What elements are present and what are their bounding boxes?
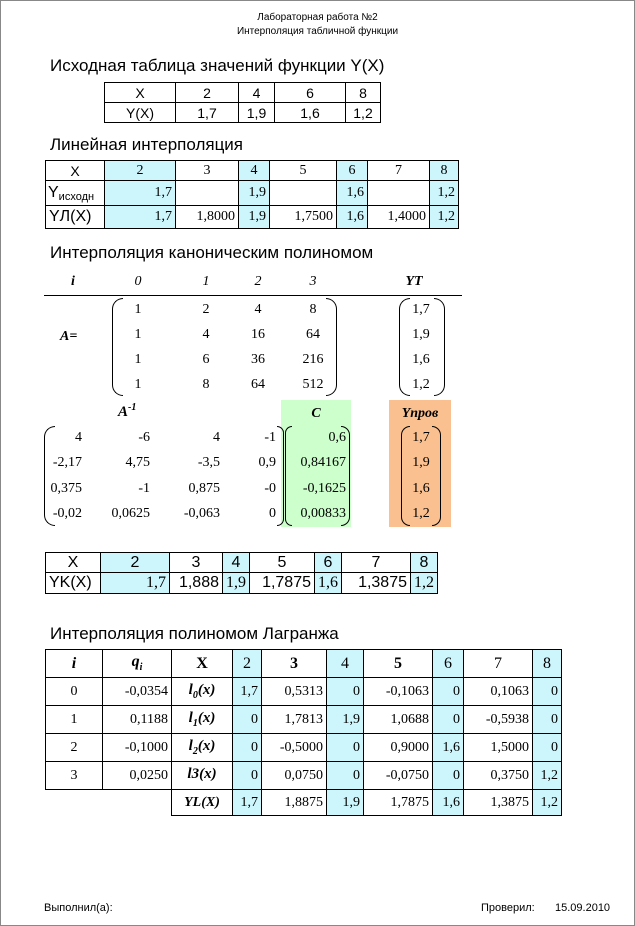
table-cell <box>103 790 172 816</box>
table-cell: -0,5000 <box>262 734 327 762</box>
table-cell: 1,7875 <box>364 790 433 816</box>
table-cell: i <box>46 650 103 678</box>
table-cell: 0,0250 <box>103 762 172 790</box>
matrix-cell: 4,75 <box>125 455 150 470</box>
table-cell: 1,8000 <box>176 206 239 229</box>
table-cell: 0,5313 <box>262 678 327 706</box>
table-cell: -0,1063 <box>364 678 433 706</box>
table-cell: 2 <box>176 83 239 103</box>
matrix-cell: 0,875 <box>188 481 220 496</box>
matrix-cell: 0,0625 <box>111 506 150 521</box>
table-cell: 3 <box>262 650 327 678</box>
table-cell: YL(X) <box>172 790 233 816</box>
matrix-cell: -0 <box>264 481 276 496</box>
canon-title: Интерполяция каноническим полиномом <box>50 243 374 262</box>
matrix-cell: 64 <box>306 327 320 342</box>
matrix-cell: 8 <box>309 302 317 317</box>
table-cell: 1,7875 <box>250 573 315 594</box>
yprov-label: Yпров <box>401 406 439 421</box>
table-cell: 4 <box>239 83 275 103</box>
table-cell: 7 <box>464 650 533 678</box>
table-cell: 1,0688 <box>364 706 433 734</box>
vector-cell: 0,6 <box>328 430 346 445</box>
table-cell: 1,8875 <box>262 790 327 816</box>
table-cell: 0 <box>433 762 464 790</box>
table-cell: 2 <box>46 734 103 762</box>
yt-label: YT <box>405 274 423 289</box>
matrix-cell: 0 <box>269 506 276 521</box>
table-cell: 2 <box>105 161 176 181</box>
footer-done: Выполнил(а): <box>44 902 113 914</box>
table-cell: 0 <box>327 678 364 706</box>
table-cell: 1,2 <box>430 206 459 229</box>
table-row <box>46 762 562 790</box>
table-cell: 0 <box>533 706 562 734</box>
matrix-cell: -0,02 <box>52 506 82 521</box>
ainv-paren-right <box>277 426 284 526</box>
table-row <box>46 706 562 734</box>
table-cell: 1,5000 <box>464 734 533 762</box>
matrix-cell: 2 <box>202 302 210 317</box>
table-cell: 1,7 <box>233 790 262 816</box>
table-cell: 1,9 <box>327 706 364 734</box>
table-cell <box>368 181 430 206</box>
table-cell: 1,2 <box>533 762 562 790</box>
table-cell: 1,7813 <box>262 706 327 734</box>
matrix-cell: 4 <box>202 327 210 342</box>
vector-cell: 1,6 <box>412 481 430 496</box>
footer-date: 15.09.2010 <box>555 902 611 914</box>
table-cell: 0,1188 <box>103 706 172 734</box>
table-row <box>46 161 459 181</box>
table-cell: $Y_{исходн}$ <box>46 181 105 206</box>
table-cell: 0 <box>433 678 464 706</box>
matrix-cell: 1 <box>134 352 142 367</box>
lagrange-title: Интерполяция полиномом Лагранжа <box>50 624 339 643</box>
header-rule <box>44 295 462 296</box>
matrix-cell: 8 <box>202 377 210 392</box>
table-cell: 1,7 <box>233 678 262 706</box>
matrix-cell: 6 <box>202 352 210 367</box>
table-cell: Y(X) <box>105 103 176 123</box>
table-cell: YK(X) <box>46 573 101 594</box>
vector-cell: 1,9 <box>412 455 430 470</box>
table-row <box>46 573 438 594</box>
table-cell: 7 <box>368 161 430 181</box>
table-cell: 0,0750 <box>262 762 327 790</box>
matrix-cell: -0,063 <box>183 506 220 521</box>
canon-table <box>45 552 438 594</box>
table-cell: 0 <box>46 678 103 706</box>
table-cell: X <box>105 83 176 103</box>
table-cell: 0 <box>233 706 262 734</box>
table-cell: 1,9 <box>239 103 275 123</box>
table-cell: 1,9 <box>239 181 270 206</box>
table-cell: 1,3875 <box>342 573 411 594</box>
table-cell: YЛ(X) <box>46 206 105 229</box>
source-title: Исходная таблица значений функции Y(X) <box>50 56 385 75</box>
table-cell: 1,7 <box>101 573 170 594</box>
table-cell: X <box>46 553 101 573</box>
table-cell <box>176 181 239 206</box>
table-cell: 5 <box>270 161 337 181</box>
table-cell: 3 <box>46 762 103 790</box>
matrix-cell: 4 <box>213 430 220 445</box>
header-line2: Интерполяция табличной функции <box>236 26 399 37</box>
table-cell: 8 <box>533 650 562 678</box>
matrix-cell: -2,17 <box>52 455 82 470</box>
table-cell: 1,6 <box>337 181 368 206</box>
table-cell: 8 <box>430 161 459 181</box>
table-cell: 6 <box>337 161 368 181</box>
table-cell: 5 <box>364 650 433 678</box>
i-col-3: 3 <box>309 274 317 289</box>
table-cell: $l_1(x)$ <box>172 706 233 734</box>
table-cell: 1,7500 <box>270 206 337 229</box>
c-label: C <box>311 406 321 421</box>
header-line1: Лабораторная работа №2 <box>257 12 378 23</box>
table-cell: -0,0750 <box>364 762 433 790</box>
table-cell: $q_i$ <box>103 650 172 678</box>
matrix-cell: -1 <box>138 481 150 496</box>
c-paren-left <box>285 426 292 526</box>
table-cell: 1,2 <box>346 103 381 123</box>
i-col-0: 0 <box>134 274 142 289</box>
table-cell: 1,6 <box>315 573 342 594</box>
table-cell: 0 <box>327 734 364 762</box>
table-cell: 1,9 <box>327 790 364 816</box>
table-cell: 0 <box>233 762 262 790</box>
table-cell: -0,0354 <box>103 678 172 706</box>
matrix-cell: 1 <box>134 377 142 392</box>
table-cell: 8 <box>346 83 381 103</box>
vector-cell: 1,6 <box>412 352 430 367</box>
table-cell: 4 <box>239 161 270 181</box>
lagrange-table <box>45 649 562 816</box>
table-cell: $l_0(x)$ <box>172 678 233 706</box>
footer-checked: Проверил: <box>481 902 535 914</box>
matrix-cell: -6 <box>138 430 150 445</box>
table-cell: 1,4000 <box>368 206 430 229</box>
table-row <box>46 206 459 229</box>
table-cell <box>46 790 103 816</box>
table-cell: 1,888 <box>170 573 223 594</box>
table-cell: 0 <box>533 678 562 706</box>
table-cell: 5 <box>250 553 315 573</box>
vector-cell: 1,7 <box>412 302 430 317</box>
linear-title: Линейная интерполяция <box>50 135 244 154</box>
table-cell: 6 <box>433 650 464 678</box>
matrix-cell: -1 <box>264 430 276 445</box>
table-cell: 8 <box>411 553 438 573</box>
vector-cell: 1,2 <box>412 506 430 521</box>
matrix-cell: 216 <box>302 352 324 367</box>
table-cell: 4 <box>327 650 364 678</box>
linear-table <box>45 160 459 229</box>
table-cell: 1,2 <box>430 181 459 206</box>
table-row <box>46 181 459 206</box>
matrix-cell: 4 <box>75 430 82 445</box>
table-cell: 0,3750 <box>464 762 533 790</box>
vector-cell: 0,00833 <box>300 506 346 521</box>
vector-cell: 1,9 <box>412 327 430 342</box>
matrix-cell: 512 <box>302 377 324 392</box>
source-table <box>104 82 381 123</box>
table-cell: -0,1000 <box>103 734 172 762</box>
table-cell: 1,6 <box>275 103 346 123</box>
table-row <box>46 553 438 573</box>
table-cell: 1,6 <box>337 206 368 229</box>
table-row <box>46 650 562 678</box>
matrix-cell: 0,9 <box>258 455 276 470</box>
table-row <box>105 103 381 123</box>
matrix-cell: 16 <box>251 327 265 342</box>
table-cell: 1,7 <box>176 103 239 123</box>
table-cell: 0 <box>533 734 562 762</box>
table-cell: 0 <box>327 762 364 790</box>
table-row <box>105 83 381 103</box>
matrix-cell: 36 <box>251 352 265 367</box>
matrix-cell: 4 <box>254 302 262 317</box>
vector-cell: 0,84167 <box>300 455 346 470</box>
table-cell: 0,9000 <box>364 734 433 762</box>
table-cell <box>270 181 337 206</box>
table-cell: 6 <box>315 553 342 573</box>
i-col-2: 2 <box>254 274 262 289</box>
vector-cell: 1,7 <box>412 430 430 445</box>
table-cell: $l_2(x)$ <box>172 734 233 762</box>
table-cell: 1,7 <box>105 181 176 206</box>
matrix-cell: 0,375 <box>50 481 82 496</box>
vector-cell: -0,1625 <box>302 481 346 496</box>
matrix-cell: 64 <box>251 377 265 392</box>
table-row <box>46 734 562 762</box>
table-cell: X <box>46 161 105 181</box>
i-label: i <box>71 274 75 289</box>
table-cell: 1,6 <box>433 790 464 816</box>
matrix-cell: 1 <box>134 327 142 342</box>
table-cell: 0 <box>433 706 464 734</box>
table-cell: 3 <box>176 161 239 181</box>
table-cell: -0,5938 <box>464 706 533 734</box>
table-row <box>46 678 562 706</box>
i-col-1: 1 <box>202 274 210 289</box>
matrix-cell: 1 <box>134 302 142 317</box>
table-cell: l3(x) <box>172 762 233 790</box>
table-cell: 4 <box>223 553 250 573</box>
table-row <box>46 790 562 816</box>
table-cell: 1,9 <box>223 573 250 594</box>
table-cell: 0,1063 <box>464 678 533 706</box>
table-cell: 1,2 <box>533 790 562 816</box>
table-cell: X <box>172 650 233 678</box>
a-label: A= <box>60 329 78 344</box>
table-cell: 1,7 <box>105 206 176 229</box>
vector-cell: 1,2 <box>412 377 430 392</box>
table-cell: 2 <box>101 553 170 573</box>
table-cell: 3 <box>170 553 223 573</box>
table-cell: 1 <box>46 706 103 734</box>
matrix-cell: -3,5 <box>197 455 220 470</box>
table-cell: 1,9 <box>239 206 270 229</box>
table-cell: 1,3875 <box>464 790 533 816</box>
table-cell: 6 <box>275 83 346 103</box>
table-cell: 1,2 <box>411 573 438 594</box>
table-cell: 0 <box>233 734 262 762</box>
table-cell: 7 <box>342 553 411 573</box>
ainv-label: $A^{-1}$ <box>118 402 137 420</box>
table-cell: 2 <box>233 650 262 678</box>
table-cell: 1,6 <box>433 734 464 762</box>
